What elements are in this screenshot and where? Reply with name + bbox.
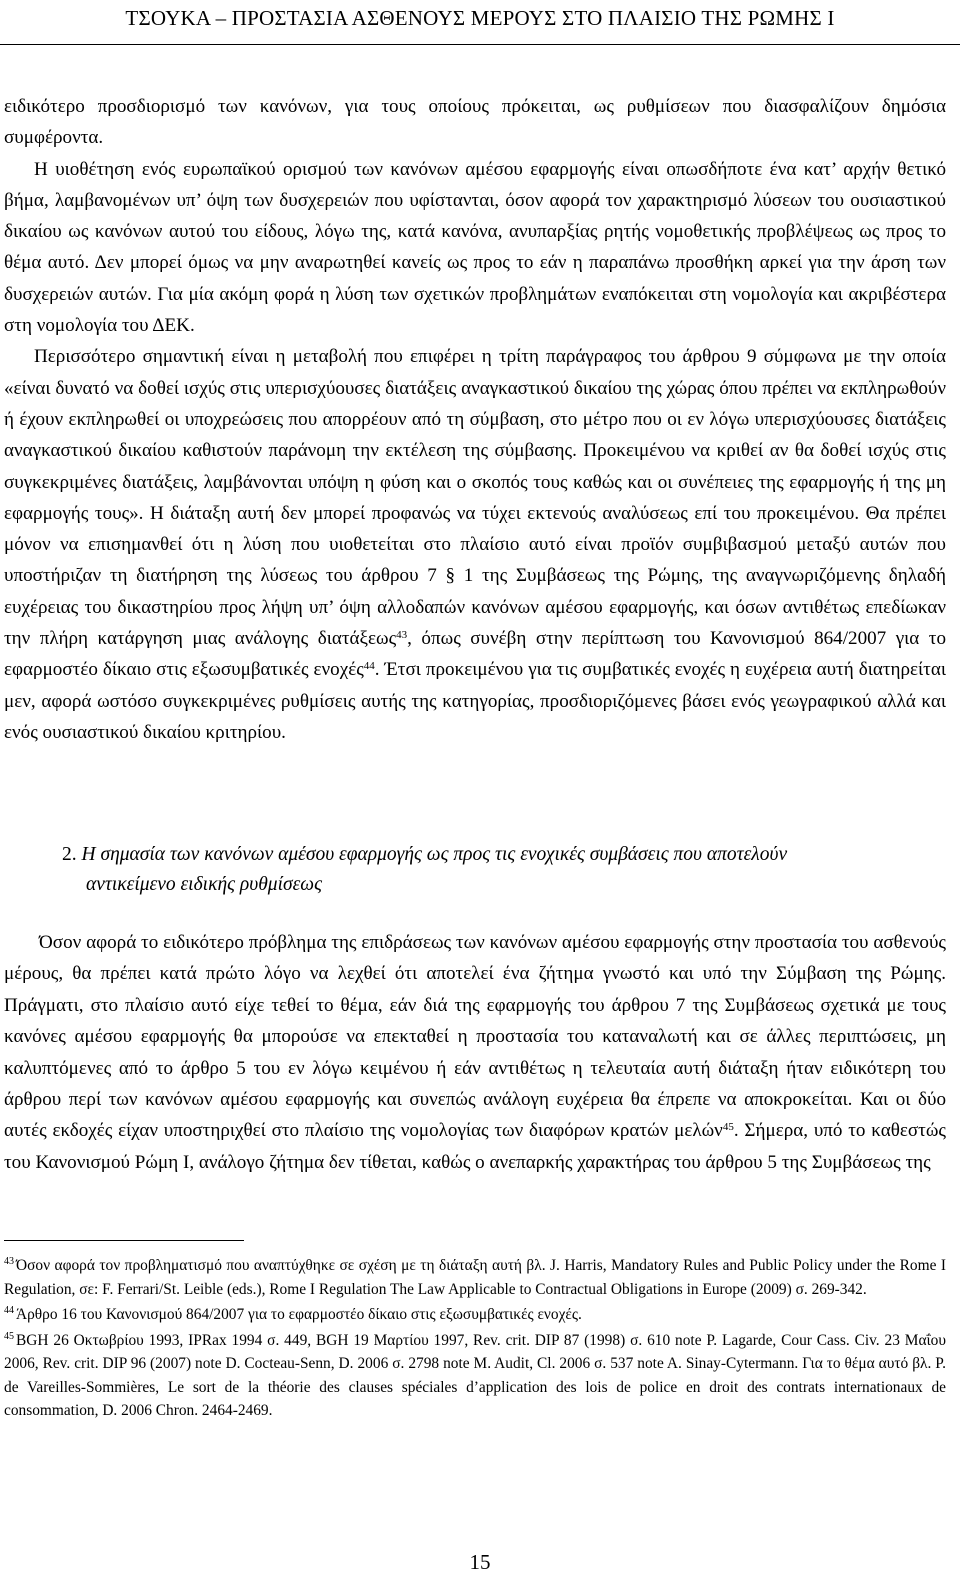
section-title-line: αντικείμενο ειδικής ρυθμίσεως: [86, 874, 322, 895]
footnote: [4, 1329, 946, 1423]
footnote-number: 45: [4, 1330, 14, 1342]
footnote-text: Άρθρο 16 του Κανονισμού 864/2007 για το εφαρμοστέο δίκαιο στις εξωσυμβατικές ενοχές.: [16, 1306, 582, 1323]
page-number: 15: [469, 1550, 491, 1574]
paragraph-text: . Σήμερα, υπό το καθεστώς του Κανονισμού Ρώμη Ι, ανάλογο ζήτημα δεν τίθεται, καθώς ο ανεπαρκής χαρακτήρας του άρθρου 5 της Συμβάσεως της: [4, 1120, 946, 1173]
section-number: 2.: [62, 844, 77, 865]
footnote-ref: 45: [722, 1121, 734, 1134]
paragraph-continuation: ειδικότερο προσδιορισμό των κανόνων, για τους οποίους πρόκειται, ως ρυθμίσεων που διασφαλίζουν δημόσια συμφέροντα.: [4, 96, 946, 149]
section-text: [4, 927, 946, 1178]
footnote-number: 44: [4, 1305, 14, 1316]
footnote-rule: [4, 1240, 244, 1241]
footnote-ref: 43: [396, 629, 408, 642]
paragraph-text: Όσον αφορά το ειδικότερο πρόβλημα της επιδράσεως των κανόνων αμέσου εφαρμογής στην προστασία του ασθενούς μέρους, θα πρέπει κατά πρώτο λόγο να λεχθεί ότι αποτελεί ένα ζήτημα γνωστό και υπό την Σύμβαση της Ρώμης. Πράγματι, στο πλαίσιο αυτό είχε τεθεί το θέμα, εάν διά της εφαρμογής του άρθρου 7 της Συμβάσεως σχετικά με τους κανόνες αμέσου εφαρμογής θα μπορούσε να επεκταθεί η προστασία του καταναλωτή και σε άλλες περιπτώσεις, μη καλυπτόμενες από το άρθρο 5 του εν λόγω κειμένου ή εάν αντιθέτως η τελευταία αυτή διάταξη ήταν ειδικότερη του άρθρου περί των κανόνων αμέσου εφαρμογής και συνεπώς ανάλογη ευχέρεια θα έπρεπε να αποκροκείται. Και οι δύο αυτές εκδοχές είχαν υποστηριχθεί στο πλαίσιο της νομολογίας των διαφόρων κρατών μελών: [4, 932, 946, 1142]
main-text: [4, 91, 946, 748]
running-head: ΤΣΟΥΚΑ – ΠΡΟΣΤΑΣΙΑ ΑΣΘΕΝΟΥΣ ΜΕΡΟΥΣ ΣΤΟ ΠΛΑΙΣΙΟ ΤΗΣ ΡΩΜΗΣ Ι: [125, 6, 835, 30]
section-heading: [62, 840, 942, 900]
section-title-line: Η σημασία των κανόνων αμέσου εφαρμογής ως προς τις ενοχικές συμβάσεις που αποτελούν: [81, 844, 788, 865]
footnote-text: BGH 26 Οκτωβρίου 1993, IPRax 1994 σ. 449, BGH 19 Μαρτίου 1997, Rev. crit. DIP 87 (1998) σ. 610 note P. Lagarde, Cour Cass. Civ. 23 Μαΐου 2006, Rev. crit. DIP 96 (2007) note D. Cocteau-Senn, D. 2006 σ. 2798 note M. Audit, Cl. 2006 σ. 537 note A. Sinay-Cytermann. Για το θέμα αυτό βλ. P. de Vareilles-Sommières, Le sort de la théorie des clauses spéciales d’application des lois de police en droit des contrats internationaux de consommation, D. 2006 Chron. 2464-2469.: [4, 1331, 946, 1419]
paragraph: [4, 927, 946, 1178]
header-rule: [0, 44, 960, 45]
footnote: [4, 1303, 946, 1327]
paragraph: [4, 341, 946, 748]
paragraph-text: , όπως συνέβη στην περίπτωση του Κανονισμού 864/2007 για το εφαρμοστέο δίκαιο στις εξωσυμβατικές ενοχές: [4, 628, 946, 681]
footnote-number: 43: [4, 1256, 14, 1267]
paragraph: Η υιοθέτηση ενός ευρωπαϊκού ορισμού των κανόνων αμέσου εφαρμογής είναι οπωσδήποτε ένα κατ’ αρχήν θετικό βήμα, λαμβανομένων υπ’ όψη των δυσχερειών που υφίστανται, όσον αφορά τον χαρακτηρισμό λύσεων του ουσιαστικού δικαίου ως κανόνων αυτού του είδους, λόγω της, κατά κανόνα, ανυπαρξίας ρητής νομοθετικής προβλέψεως ως προς το θέμα αυτό. Δεν μπορεί όμως να μην αναρωτηθεί κανείς ως προς το εάν η παραπάνω προσθήκη αρκεί για την άρση των δυσχερειών αυτών. Για μία ακόμη φορά η λύση των σχετικών προβλημάτων εναπόκειται στη νομολογία και ακριβέστερα στη νομολογία του ΔΕΚ.: [4, 158, 946, 337]
footnote: [4, 1254, 946, 1301]
footnote-text: Όσον αφορά τον προβληματισμό που αναπτύχθηκε σε σχέση με τη διάταξη αυτή βλ. J. Harris, Mandatory Rules and Public Policy under the Rome I Regulation, σε: F. Ferrari/St. Leible (eds.), Rome I Regulation The Law Applicable to Contractual Obligations in Europe (2009) σ. 269-342.: [4, 1257, 946, 1298]
footnotes: [4, 1254, 946, 1425]
paragraph-text: Περισσότερο σημαντική είναι η μεταβολή που επιφέρει η τρίτη παράγραφος του άρθρου 9 σύμφωνα με την οποία «είναι δυνατό να δοθεί ισχύς στις υπερισχύουσες διατάξεις αναγκαστικού δικαίου της χώρας όπου πρέπει να εκπληρωθούν ή έχουν εκπληρωθεί οι υποχρεώσεις που απορρέουν από τη σύμβαση, στο μέτρο που οι εν λόγω υπερισχύουσες διατάξεις αναγκαστικού δικαίου καθιστούν παράνομη την εκτέλεση της σύμβασης. Προκειμένου να κριθεί αν θα δοθεί ισχύς στις συγκεκριμένες διατάξεις, λαμβάνονται υπόψη η φύση και ο σκοπός τους καθώς και οι συνέπειες της εφαρμογής ή της μη εφαρμογής τους». Η διάταξη αυτή δεν μπορεί προφανώς να τύχει εκτενούς αναλύσεως επί του προκειμένου. Θα πρέπει μόνον να επισημανθεί ότι η λύση που υιοθετείται στο πλαίσιο αυτό είναι προϊόν συμβιβασμού μεταξύ αυτών που υποστήριζαν τη διατήρηση της λύσεως του άρθρου 7 § 1 της Συμβάσεως της Ρώμης, της αναγνωριζόμενης δηλαδή ευχέρειας του δικαστηρίου προς λήψη υπ’ όψη αλλοδαπών κανόνων αμέσου εφαρμογής, και όσων αντιθέτως επεδίωκαν την πλήρη κατάργηση μιας ανάλογης διατάξεως: [4, 346, 946, 650]
paragraph-text: . Έτσι προκειμένου για τις συμβατικές ενοχές η ευχέρεια αυτή διατηρείται μεν, αφορά ωστόσο συγκεκριμένες ρυθμίσεις αυτής της κατηγορίας, προσδιοριζόμενες βάσει ενός γεωγραφικού αλλά και ενός ουσιαστικού δικαίου κριτηρίου.: [4, 659, 946, 743]
footnote-ref: 44: [363, 660, 375, 673]
